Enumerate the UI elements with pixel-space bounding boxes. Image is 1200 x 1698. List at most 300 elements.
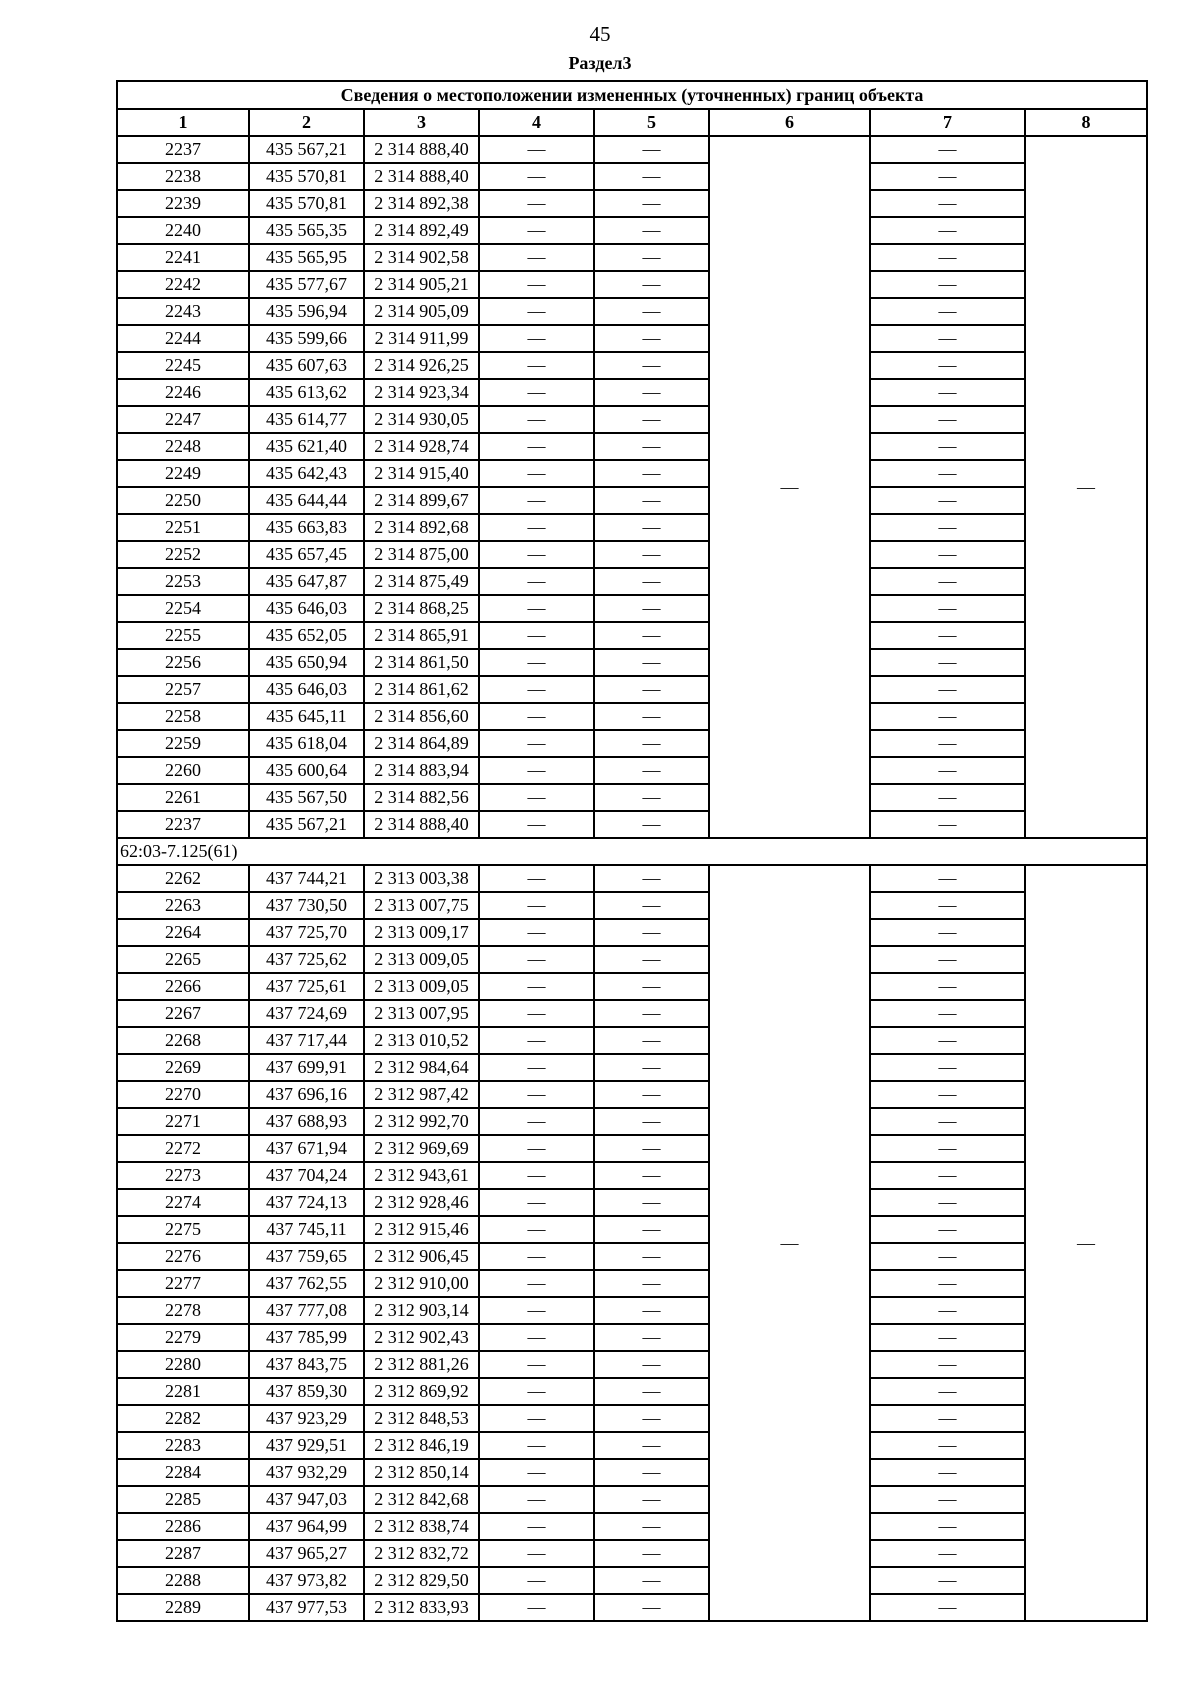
table-row — [117, 892, 1147, 919]
x-coordinate-cell: 437 688,93 — [249, 1108, 364, 1135]
point-number-cell: 2241 — [117, 244, 249, 271]
point-number-cell: 2281 — [117, 1378, 249, 1405]
table-row — [117, 811, 1147, 838]
column-5-dash-cell: — — [594, 1027, 709, 1054]
x-coordinate-cell: 437 932,29 — [249, 1459, 364, 1486]
y-coordinate-cell: 2 312 832,72 — [364, 1540, 479, 1567]
table-row — [117, 649, 1147, 676]
x-coordinate-cell: 435 600,64 — [249, 757, 364, 784]
table-row — [117, 460, 1147, 487]
column-5-dash-cell: — — [594, 352, 709, 379]
y-coordinate-cell: 2 312 928,46 — [364, 1189, 479, 1216]
x-coordinate-cell: 435 663,83 — [249, 514, 364, 541]
column-5-dash-cell: — — [594, 1567, 709, 1594]
column-number-3: 3 — [364, 109, 479, 136]
column-5-dash-cell: — — [594, 1162, 709, 1189]
x-coordinate-cell: 435 618,04 — [249, 730, 364, 757]
column-4-dash-cell: — — [479, 217, 594, 244]
y-coordinate-cell: 2 312 910,00 — [364, 1270, 479, 1297]
x-coordinate-cell: 437 977,53 — [249, 1594, 364, 1621]
column-6-merged-cell: — — [709, 136, 870, 838]
column-5-dash-cell: — — [594, 433, 709, 460]
y-coordinate-cell: 2 312 992,70 — [364, 1108, 479, 1135]
y-coordinate-cell: 2 312 848,53 — [364, 1405, 479, 1432]
page-number: 45 — [589, 22, 611, 46]
column-7-dash-cell: — — [870, 1297, 1025, 1324]
table-row — [117, 244, 1147, 271]
column-7-dash-cell: — — [870, 1189, 1025, 1216]
y-coordinate-cell: 2 312 969,69 — [364, 1135, 479, 1162]
column-7-dash-cell: — — [870, 1162, 1025, 1189]
point-number-cell: 2262 — [117, 865, 249, 892]
table-row — [117, 568, 1147, 595]
column-7-dash-cell: — — [870, 1594, 1025, 1621]
column-5-dash-cell: — — [594, 1081, 709, 1108]
x-coordinate-cell: 435 614,77 — [249, 406, 364, 433]
point-number-cell: 2260 — [117, 757, 249, 784]
column-5-dash-cell: — — [594, 1108, 709, 1135]
column-7-dash-cell: — — [870, 514, 1025, 541]
point-number-cell: 2280 — [117, 1351, 249, 1378]
y-coordinate-cell: 2 314 905,09 — [364, 298, 479, 325]
column-6-merged-cell: — — [709, 865, 870, 1621]
column-5-dash-cell: — — [594, 514, 709, 541]
column-5-dash-cell: — — [594, 541, 709, 568]
column-7-dash-cell: — — [870, 163, 1025, 190]
table-row — [117, 1000, 1147, 1027]
column-8-merged-cell: — — [1025, 865, 1147, 1621]
point-number-cell: 2270 — [117, 1081, 249, 1108]
column-7-dash-cell: — — [870, 1000, 1025, 1027]
column-4-dash-cell: — — [479, 1108, 594, 1135]
x-coordinate-cell: 435 565,35 — [249, 217, 364, 244]
y-coordinate-cell: 2 314 926,25 — [364, 352, 479, 379]
column-5-dash-cell: — — [594, 703, 709, 730]
x-coordinate-cell: 435 567,21 — [249, 811, 364, 838]
y-coordinate-cell: 2 312 906,45 — [364, 1243, 479, 1270]
point-number-cell: 2240 — [117, 217, 249, 244]
column-7-dash-cell: — — [870, 298, 1025, 325]
y-coordinate-cell: 2 312 984,64 — [364, 1054, 479, 1081]
x-coordinate-cell: 435 645,11 — [249, 703, 364, 730]
point-number-cell: 2274 — [117, 1189, 249, 1216]
column-number-4: 4 — [479, 109, 594, 136]
y-coordinate-cell: 2 314 892,38 — [364, 190, 479, 217]
column-4-dash-cell: — — [479, 163, 594, 190]
column-4-dash-cell: — — [479, 757, 594, 784]
table-row — [117, 1540, 1147, 1567]
y-coordinate-cell: 2 312 902,43 — [364, 1324, 479, 1351]
y-coordinate-cell: 2 313 003,38 — [364, 865, 479, 892]
x-coordinate-cell: 435 607,63 — [249, 352, 364, 379]
y-coordinate-cell: 2 312 881,26 — [364, 1351, 479, 1378]
column-7-dash-cell: — — [870, 649, 1025, 676]
column-4-dash-cell: — — [479, 919, 594, 946]
column-number-5: 5 — [594, 109, 709, 136]
table-row — [117, 1189, 1147, 1216]
y-coordinate-cell: 2 314 905,21 — [364, 271, 479, 298]
column-5-dash-cell: — — [594, 1054, 709, 1081]
column-5-dash-cell: — — [594, 676, 709, 703]
point-number-cell: 2279 — [117, 1324, 249, 1351]
x-coordinate-cell: 437 785,99 — [249, 1324, 364, 1351]
table-row — [117, 757, 1147, 784]
table-row — [117, 703, 1147, 730]
point-number-cell: 2275 — [117, 1216, 249, 1243]
x-coordinate-cell: 435 657,45 — [249, 541, 364, 568]
column-5-dash-cell: — — [594, 649, 709, 676]
x-coordinate-cell: 437 671,94 — [249, 1135, 364, 1162]
point-number-cell: 2250 — [117, 487, 249, 514]
column-5-dash-cell: — — [594, 1513, 709, 1540]
point-number-cell: 2242 — [117, 271, 249, 298]
column-7-dash-cell: — — [870, 1513, 1025, 1540]
y-coordinate-cell: 2 314 923,34 — [364, 379, 479, 406]
y-coordinate-cell: 2 314 883,94 — [364, 757, 479, 784]
column-8-merged-cell: — — [1025, 136, 1147, 838]
column-5-dash-cell: — — [594, 730, 709, 757]
column-7-dash-cell: — — [870, 730, 1025, 757]
column-5-dash-cell: — — [594, 811, 709, 838]
point-number-cell: 2273 — [117, 1162, 249, 1189]
column-7-dash-cell: — — [870, 1108, 1025, 1135]
table-row — [117, 1270, 1147, 1297]
x-coordinate-cell: 437 724,13 — [249, 1189, 364, 1216]
x-coordinate-cell: 435 596,94 — [249, 298, 364, 325]
column-number-6: 6 — [709, 109, 870, 136]
column-number-8: 8 — [1025, 109, 1147, 136]
table-row — [117, 514, 1147, 541]
table-row — [117, 973, 1147, 1000]
column-7-dash-cell: — — [870, 379, 1025, 406]
column-4-dash-cell: — — [479, 136, 594, 163]
column-5-dash-cell: — — [594, 1243, 709, 1270]
y-coordinate-cell: 2 312 903,14 — [364, 1297, 479, 1324]
point-number-cell: 2252 — [117, 541, 249, 568]
table-row — [117, 163, 1147, 190]
x-coordinate-cell: 435 565,95 — [249, 244, 364, 271]
x-coordinate-cell: 435 650,94 — [249, 649, 364, 676]
column-4-dash-cell: — — [479, 1432, 594, 1459]
y-coordinate-cell: 2 314 888,40 — [364, 811, 479, 838]
column-4-dash-cell: — — [479, 1540, 594, 1567]
y-coordinate-cell: 2 313 010,52 — [364, 1027, 479, 1054]
x-coordinate-cell: 437 724,69 — [249, 1000, 364, 1027]
point-number-cell: 2272 — [117, 1135, 249, 1162]
column-4-dash-cell: — — [479, 1513, 594, 1540]
x-coordinate-cell: 435 644,44 — [249, 487, 364, 514]
column-5-dash-cell: — — [594, 271, 709, 298]
table-row — [117, 1486, 1147, 1513]
column-4-dash-cell: — — [479, 1405, 594, 1432]
column-4-dash-cell: — — [479, 514, 594, 541]
column-7-dash-cell: — — [870, 1405, 1025, 1432]
y-coordinate-cell: 2 312 838,74 — [364, 1513, 479, 1540]
column-7-dash-cell: — — [870, 352, 1025, 379]
y-coordinate-cell: 2 314 882,56 — [364, 784, 479, 811]
column-7-dash-cell: — — [870, 433, 1025, 460]
table-row — [117, 1405, 1147, 1432]
point-number-cell: 2264 — [117, 919, 249, 946]
y-coordinate-cell: 2 314 875,49 — [364, 568, 479, 595]
table-row — [117, 406, 1147, 433]
table-row — [117, 1243, 1147, 1270]
table-row — [117, 1081, 1147, 1108]
column-5-dash-cell: — — [594, 1432, 709, 1459]
point-number-cell: 2255 — [117, 622, 249, 649]
y-coordinate-cell: 2 312 987,42 — [364, 1081, 479, 1108]
point-number-cell: 2261 — [117, 784, 249, 811]
column-5-dash-cell: — — [594, 1378, 709, 1405]
point-number-cell: 2237 — [117, 811, 249, 838]
column-4-dash-cell: — — [479, 406, 594, 433]
y-coordinate-cell: 2 314 864,89 — [364, 730, 479, 757]
column-5-dash-cell: — — [594, 1270, 709, 1297]
y-coordinate-cell: 2 314 902,58 — [364, 244, 479, 271]
table-row — [117, 1108, 1147, 1135]
point-number-cell: 2289 — [117, 1594, 249, 1621]
column-4-dash-cell: — — [479, 973, 594, 1000]
column-7-dash-cell: — — [870, 865, 1025, 892]
x-coordinate-cell: 437 744,21 — [249, 865, 364, 892]
table-row — [117, 1378, 1147, 1405]
y-coordinate-cell: 2 314 868,25 — [364, 595, 479, 622]
x-coordinate-cell: 435 647,87 — [249, 568, 364, 595]
column-4-dash-cell: — — [479, 649, 594, 676]
x-coordinate-cell: 437 762,55 — [249, 1270, 364, 1297]
x-coordinate-cell: 437 964,99 — [249, 1513, 364, 1540]
y-coordinate-cell: 2 312 850,14 — [364, 1459, 479, 1486]
column-5-dash-cell: — — [594, 1297, 709, 1324]
y-coordinate-cell: 2 314 875,00 — [364, 541, 479, 568]
column-7-dash-cell: — — [870, 1054, 1025, 1081]
table-row — [117, 595, 1147, 622]
column-7-dash-cell: — — [870, 946, 1025, 973]
point-number-cell: 2237 — [117, 136, 249, 163]
y-coordinate-cell: 2 314 861,50 — [364, 649, 479, 676]
table-row — [117, 298, 1147, 325]
column-7-dash-cell: — — [870, 460, 1025, 487]
column-4-dash-cell: — — [479, 1297, 594, 1324]
table-row — [117, 379, 1147, 406]
x-coordinate-cell: 435 613,62 — [249, 379, 364, 406]
point-number-cell: 2263 — [117, 892, 249, 919]
point-number-cell: 2266 — [117, 973, 249, 1000]
point-number-cell: 2238 — [117, 163, 249, 190]
column-4-dash-cell: — — [479, 730, 594, 757]
table-row — [117, 946, 1147, 973]
y-coordinate-cell: 2 314 911,99 — [364, 325, 479, 352]
point-number-cell: 2287 — [117, 1540, 249, 1567]
column-5-dash-cell: — — [594, 622, 709, 649]
y-coordinate-cell: 2 314 865,91 — [364, 622, 479, 649]
x-coordinate-cell: 437 704,24 — [249, 1162, 364, 1189]
column-4-dash-cell: — — [479, 811, 594, 838]
column-7-dash-cell: — — [870, 271, 1025, 298]
column-7-dash-cell: — — [870, 703, 1025, 730]
x-coordinate-cell: 437 929,51 — [249, 1432, 364, 1459]
column-7-dash-cell: — — [870, 892, 1025, 919]
y-coordinate-cell: 2 312 846,19 — [364, 1432, 479, 1459]
x-coordinate-cell: 437 745,11 — [249, 1216, 364, 1243]
column-7-dash-cell: — — [870, 676, 1025, 703]
column-4-dash-cell: — — [479, 676, 594, 703]
x-coordinate-cell: 437 759,65 — [249, 1243, 364, 1270]
table-row — [117, 352, 1147, 379]
table-row — [117, 1513, 1147, 1540]
column-7-dash-cell: — — [870, 190, 1025, 217]
table-row — [117, 1324, 1147, 1351]
column-5-dash-cell: — — [594, 1216, 709, 1243]
column-4-dash-cell: — — [479, 379, 594, 406]
table-row — [117, 190, 1147, 217]
column-7-dash-cell: — — [870, 244, 1025, 271]
column-7-dash-cell: — — [870, 1567, 1025, 1594]
x-coordinate-cell: 435 570,81 — [249, 190, 364, 217]
table-row — [117, 433, 1147, 460]
x-coordinate-cell: 437 730,50 — [249, 892, 364, 919]
y-coordinate-cell: 2 312 842,68 — [364, 1486, 479, 1513]
column-number-1: 1 — [117, 109, 249, 136]
column-5-dash-cell: — — [594, 892, 709, 919]
column-5-dash-cell: — — [594, 163, 709, 190]
x-coordinate-cell: 435 652,05 — [249, 622, 364, 649]
column-4-dash-cell: — — [479, 271, 594, 298]
column-7-dash-cell: — — [870, 1135, 1025, 1162]
column-7-dash-cell: — — [870, 757, 1025, 784]
y-coordinate-cell: 2 312 833,93 — [364, 1594, 479, 1621]
column-7-dash-cell: — — [870, 622, 1025, 649]
column-number-7: 7 — [870, 109, 1025, 136]
column-5-dash-cell: — — [594, 406, 709, 433]
column-5-dash-cell: — — [594, 244, 709, 271]
column-4-dash-cell: — — [479, 433, 594, 460]
table-row — [117, 1432, 1147, 1459]
column-7-dash-cell: — — [870, 1081, 1025, 1108]
point-number-cell: 2249 — [117, 460, 249, 487]
table-row — [117, 1594, 1147, 1621]
y-coordinate-cell: 2 312 829,50 — [364, 1567, 479, 1594]
point-number-cell: 2268 — [117, 1027, 249, 1054]
table-row — [117, 919, 1147, 946]
table-caption: Сведения о местоположении измененных (уточненных) границ объекта — [117, 81, 1147, 109]
column-4-dash-cell: — — [479, 1270, 594, 1297]
column-7-dash-cell: — — [870, 487, 1025, 514]
column-5-dash-cell: — — [594, 1459, 709, 1486]
x-coordinate-cell: 435 567,21 — [249, 136, 364, 163]
column-5-dash-cell: — — [594, 487, 709, 514]
column-4-dash-cell: — — [479, 460, 594, 487]
column-4-dash-cell: — — [479, 1162, 594, 1189]
column-4-dash-cell: — — [479, 892, 594, 919]
group-label: 62:03-7.125(61) — [117, 838, 1147, 865]
column-7-dash-cell: — — [870, 136, 1025, 163]
point-number-cell: 2254 — [117, 595, 249, 622]
column-7-dash-cell: — — [870, 1216, 1025, 1243]
x-coordinate-cell: 435 577,67 — [249, 271, 364, 298]
point-number-cell: 2285 — [117, 1486, 249, 1513]
y-coordinate-cell: 2 314 888,40 — [364, 163, 479, 190]
x-coordinate-cell: 437 777,08 — [249, 1297, 364, 1324]
table-row — [117, 271, 1147, 298]
x-coordinate-cell: 435 646,03 — [249, 595, 364, 622]
y-coordinate-cell: 2 312 915,46 — [364, 1216, 479, 1243]
x-coordinate-cell: 437 699,91 — [249, 1054, 364, 1081]
point-number-cell: 2243 — [117, 298, 249, 325]
column-7-dash-cell: — — [870, 1540, 1025, 1567]
column-4-dash-cell: — — [479, 1081, 594, 1108]
column-7-dash-cell: — — [870, 541, 1025, 568]
point-number-cell: 2245 — [117, 352, 249, 379]
column-4-dash-cell: — — [479, 622, 594, 649]
column-5-dash-cell: — — [594, 136, 709, 163]
x-coordinate-cell: 435 646,03 — [249, 676, 364, 703]
column-7-dash-cell: — — [870, 406, 1025, 433]
column-7-dash-cell: — — [870, 811, 1025, 838]
point-number-cell: 2288 — [117, 1567, 249, 1594]
table-row — [117, 1054, 1147, 1081]
column-5-dash-cell: — — [594, 757, 709, 784]
point-number-cell: 2278 — [117, 1297, 249, 1324]
point-number-cell: 2271 — [117, 1108, 249, 1135]
column-4-dash-cell: — — [479, 1189, 594, 1216]
x-coordinate-cell: 437 973,82 — [249, 1567, 364, 1594]
table-row — [117, 325, 1147, 352]
column-5-dash-cell: — — [594, 379, 709, 406]
column-4-dash-cell: — — [479, 1459, 594, 1486]
table-row — [117, 217, 1147, 244]
column-4-dash-cell: — — [479, 244, 594, 271]
column-5-dash-cell: — — [594, 568, 709, 595]
column-7-dash-cell: — — [870, 568, 1025, 595]
column-4-dash-cell: — — [479, 568, 594, 595]
column-4-dash-cell: — — [479, 784, 594, 811]
point-number-cell: 2253 — [117, 568, 249, 595]
column-7-dash-cell: — — [870, 1459, 1025, 1486]
table-row — [117, 1567, 1147, 1594]
group-label-row — [117, 838, 1147, 865]
table-row — [117, 865, 1147, 892]
column-4-dash-cell: — — [479, 352, 594, 379]
x-coordinate-cell: 437 859,30 — [249, 1378, 364, 1405]
column-4-dash-cell: — — [479, 298, 594, 325]
table-row — [117, 541, 1147, 568]
column-7-dash-cell: — — [870, 1351, 1025, 1378]
x-coordinate-cell: 435 570,81 — [249, 163, 364, 190]
point-number-cell: 2251 — [117, 514, 249, 541]
y-coordinate-cell: 2 313 009,05 — [364, 973, 479, 1000]
x-coordinate-cell: 437 725,62 — [249, 946, 364, 973]
x-coordinate-cell: 435 567,50 — [249, 784, 364, 811]
column-4-dash-cell: — — [479, 541, 594, 568]
x-coordinate-cell: 437 717,44 — [249, 1027, 364, 1054]
column-7-dash-cell: — — [870, 1027, 1025, 1054]
point-number-cell: 2286 — [117, 1513, 249, 1540]
column-4-dash-cell: — — [479, 1351, 594, 1378]
y-coordinate-cell: 2 312 869,92 — [364, 1378, 479, 1405]
y-coordinate-cell: 2 314 915,40 — [364, 460, 479, 487]
column-4-dash-cell: — — [479, 865, 594, 892]
table-row — [117, 1162, 1147, 1189]
column-5-dash-cell: — — [594, 1405, 709, 1432]
x-coordinate-cell: 437 725,61 — [249, 973, 364, 1000]
point-number-cell: 2277 — [117, 1270, 249, 1297]
y-coordinate-cell: 2 313 009,05 — [364, 946, 479, 973]
column-5-dash-cell: — — [594, 1486, 709, 1513]
column-5-dash-cell: — — [594, 298, 709, 325]
column-4-dash-cell: — — [479, 595, 594, 622]
x-coordinate-cell: 437 843,75 — [249, 1351, 364, 1378]
